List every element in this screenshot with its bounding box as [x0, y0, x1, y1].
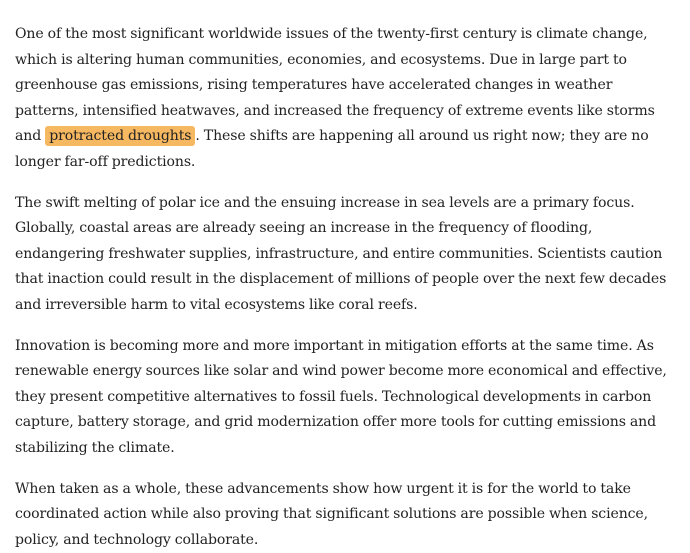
paragraph-3[interactable]: Innovation is becoming more and more important in mitigation efforts at the same time. As renewable energy sources like solar and wind power become more economical and effective, they present competitive alternatives to fossil fuels. Technological developments in carbon capture, battery storage, and grid modernization offer more tools for cutting emissions and stabilizing the climate.: [15, 334, 676, 462]
paragraph-4[interactable]: When taken as a whole, these advancements show how urgent it is for the world to take coordinated action while also proving that significant solutions are possible when science, policy, and technology collaborate.: [15, 477, 676, 553]
paragraph-1-text-after: . These shifts are happening all around us right now; they are no longer far-off predictions.: [15, 128, 649, 170]
paragraph-2[interactable]: The swift melting of polar ice and the ensuing increase in sea levels are a primary focus. Globally, coastal areas are already seeing an increase in the frequency of flooding, endangering freshwater supplies, infrastructure, and entire communities. Scientists caution that inaction could result in the displacement of millions of people over the next few decades and irreversible harm to vital ecosystems like coral reefs.: [15, 191, 676, 319]
paragraph-1[interactable]: [15, 22, 676, 176]
paragraph-1-text-before: One of the most significant worldwide issues of the twenty-first century is climate change, which is altering human communities, economies, and ecosystems. Due in large part to greenhouse gas emissions, rising temperatures have accelerated changes in weather patterns, intensified heatwaves, and increased the frequency of extreme events like storms and: [15, 26, 655, 144]
highlighted-text[interactable]: protracted droughts: [45, 126, 195, 146]
